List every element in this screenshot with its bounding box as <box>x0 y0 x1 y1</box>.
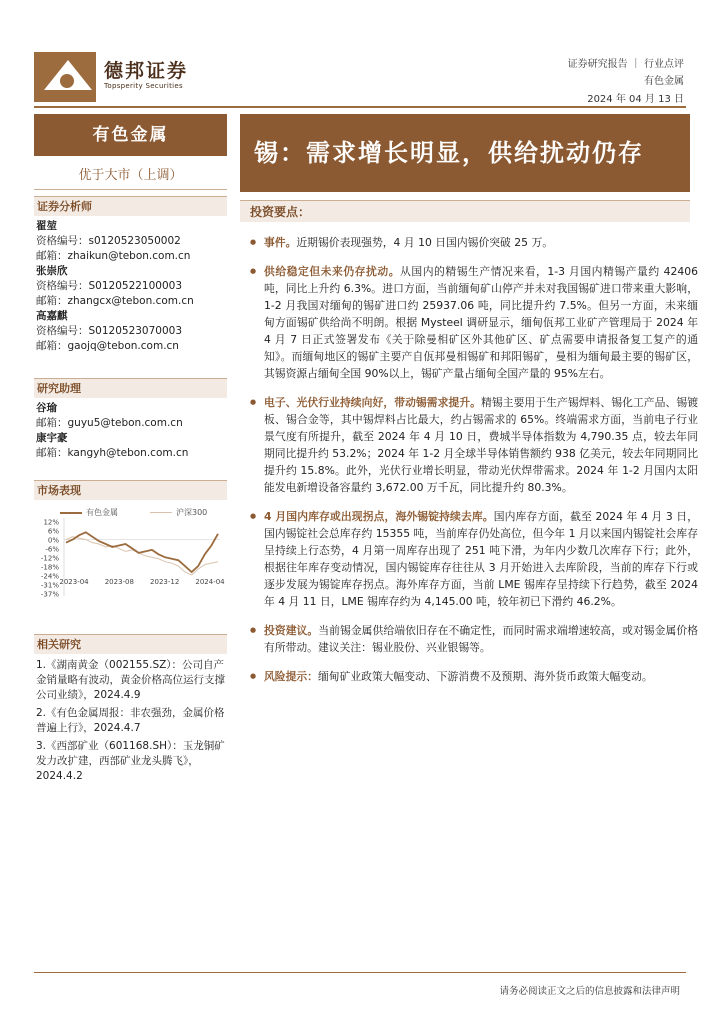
related-item[interactable]: 1.《湖南黄金（002155.SZ）：公司自产金销量略有波动，黄金价格高位运行支撑公司业绩》，2024.4.9 <box>36 659 225 701</box>
y-tick-label: -37% <box>40 590 59 599</box>
key-point-head: 风险提示： <box>264 670 318 683</box>
key-point-head: 电子、光伏行业持续向好，带动锡需求提升。 <box>264 396 482 409</box>
series-line-nonferrous <box>66 532 218 572</box>
assistant-entry <box>36 401 226 431</box>
key-point <box>250 394 698 496</box>
analyst-name: 张崇欣 <box>36 265 68 277</box>
analyst-cert: 资格编号：S0120523070003 <box>36 325 183 337</box>
assistants-section-header: 研究助理 <box>34 378 227 398</box>
key-point-head: 4 月国内库存或出现拐点，海外锡锭持续去库。 <box>264 510 494 523</box>
page-title: 锡：需求增长明显，供给扰动仍存 <box>240 114 690 192</box>
assistant-email[interactable]: 邮箱：kangyh@tebon.com.cn <box>36 447 189 459</box>
logo-english-name: Topsperity Securities <box>104 82 183 90</box>
legend-label: 有色金属 <box>86 508 118 517</box>
related-item[interactable]: 3.《西部矿业（601168.SH）：玉龙铜矿发力改扩建，西部矿业龙头腾飞》，2024.4.2 <box>36 740 225 782</box>
report-meta <box>568 56 684 90</box>
assistant-name: 康宇豪 <box>36 432 68 444</box>
rating-label: 优于大市（上调） <box>78 168 183 183</box>
assistant-entry <box>36 431 226 461</box>
analyst-entry <box>36 309 226 354</box>
analyst-entry <box>36 264 226 309</box>
market-chart <box>34 516 230 606</box>
logo-chinese-name: 德邦证券 <box>104 60 189 82</box>
y-tick-label: 6% <box>47 527 59 536</box>
key-point-body: 精锡主要用于生产锡焊料、锡化工产品、锡镀板、锡合金等，其中锡焊料占比最大，约占锡需求的 65%。终端需求方面，当前电子行业景气度有所提升，截至 2024 年 4 月 10 日，费城半导体指数为 4,790.35 点，较去年同期同比提升约 53.2%；2024 年 1-2 月全球半导体销售额约 938 亿美元，较去年同期同比提升约 15.8%。此外，光伏行业增长明显，带动光伏焊带需求。2024 年 1-2 月国内太阳能发电新增设备容量约 3,672.00 万千瓦，同比提升约 80.3%。 <box>264 396 699 494</box>
key-point-body: 国内库存方面，截至 2024 年 4 月 3 日，国内锡锭社会总库存约 15355 吨，当前库存仍处高位，但今年 1 月以来国内锡锭社会库存呈持续上行态势，4 月第一周库存出现了 251 吨下滑，为年内少数几次库存下行；此外，根据往年库存变动情况，国内锡锭库存往往从 3 月开始进入去库阶段，当前的库存下行或逐步发展为锡锭库存拐点。海外库存方面，当前 LME 锡库存呈持续下行趋势，截至 2024 年 4 月 11 日，LME 锡库存约为 4,145.00 吨，较年初已下滑约 46.2%。 <box>264 510 698 608</box>
report-type: 证券研究报告 ｜ 行业点评 <box>567 59 684 70</box>
analyst-entry <box>36 219 226 264</box>
report-industry: 有色金属 <box>644 76 684 87</box>
y-tick-label: -24% <box>40 572 59 581</box>
analyst-email[interactable]: 邮箱：gaojq@tebon.com.cn <box>36 340 179 352</box>
key-points-header: 投资要点： <box>240 200 690 222</box>
footer-divider <box>34 972 686 973</box>
rating-divider <box>34 189 227 190</box>
assistant-name: 谷瑜 <box>36 402 57 414</box>
assistant-list <box>36 401 226 461</box>
x-tick-label: 2024-04 <box>195 578 225 586</box>
key-point <box>250 234 698 251</box>
company-logo-icon <box>34 52 96 102</box>
analyst-name: 翟堃 <box>36 220 57 232</box>
analyst-email[interactable]: 邮箱：zhangcx@tebon.com.cn <box>36 295 194 307</box>
report-date: 2024 年 04 月 13 日 <box>587 94 684 105</box>
analyst-list <box>36 219 226 354</box>
analysts-section-header: 证券分析师 <box>34 196 227 216</box>
y-tick-label: -31% <box>40 581 59 590</box>
y-tick-label: 12% <box>43 518 59 527</box>
analyst-name: 高嘉麒 <box>36 310 68 322</box>
x-tick-label: 2023-04 <box>59 578 89 586</box>
key-point <box>250 508 698 610</box>
header-divider <box>34 106 686 108</box>
x-tick-label: 2023-12 <box>150 578 180 586</box>
x-tick-label: 2023-08 <box>104 578 134 586</box>
related-section-header: 相关研究 <box>34 634 227 654</box>
key-point-body: 从国内的精锡生产情况来看，1-3 月国内精锡产量约 42406 吨，同比上升约 6.3%。进口方面，当前缅甸矿山停产并未对我国锡矿进口带来重大影响，1-2 月我国对缅甸的锡矿进口约 25937.06 吨，同比提升约 7.5%。但另一方面，未来缅甸方面锡矿供给尚不明朗。根据 Mysteel 调研显示，缅甸佤邦工业矿产管理局于 2024 年 4 月 7 日正式签署发布《关于除曼相矿区外其他矿区、矿点需要申请报备复工复产的通知》。而缅甸地区的锡矿主要产自佤邦曼相锡矿和邦阳锡矿，曼相为缅甸最主要的锡矿区，其锡资源占缅甸全国 90%以上，锡矿产量占缅甸全国产量的 95%左右。 <box>264 265 699 380</box>
analyst-email[interactable]: 邮箱：zhaikun@tebon.com.cn <box>36 250 191 262</box>
key-point-body: 缅甸矿业政策大幅变动、下游消费不及预期、海外货币政策大幅变动。 <box>317 670 653 683</box>
key-point-body: 近期锡价表现强势，4 月 10 日国内锡价突破 25 万。 <box>296 236 554 249</box>
key-point-head: 投资建议。 <box>264 624 319 637</box>
disclaimer-note: 请务必阅读正文之后的信息披露和法律声明 <box>499 986 680 997</box>
y-tick-label: -18% <box>40 563 59 572</box>
related-item[interactable]: 2.《有色金属周报：非农强劲，金属价格普遍上行》，2024.4.7 <box>36 707 225 734</box>
legend-label: 沪深300 <box>176 508 208 517</box>
assistant-email[interactable]: 邮箱：guyu5@tebon.com.cn <box>36 417 183 429</box>
sector-label: 有色金属 <box>34 114 227 156</box>
y-tick-label: -12% <box>40 554 59 563</box>
key-point <box>250 668 698 685</box>
related-list <box>36 658 226 787</box>
market-section-header: 市场表现 <box>34 480 227 500</box>
key-point-head: 事件。 <box>264 236 297 249</box>
key-point <box>250 622 698 656</box>
key-point <box>250 263 698 382</box>
y-tick-label: 0% <box>47 536 59 545</box>
key-point-head: 供给稳定但未来仍存扰动。 <box>264 265 401 278</box>
key-points-list <box>250 234 698 697</box>
y-tick-label: -6% <box>45 545 59 554</box>
analyst-cert: 资格编号：S0120522100003 <box>36 280 183 292</box>
key-point-body: 当前锡金属供给端依旧存在不确定性，而同时需求端增速较高，或对锡金属价格有所带动。建议关注：锡业股份、兴业银锡等。 <box>264 624 699 654</box>
analyst-cert: 资格编号：s0120523050002 <box>36 235 181 247</box>
